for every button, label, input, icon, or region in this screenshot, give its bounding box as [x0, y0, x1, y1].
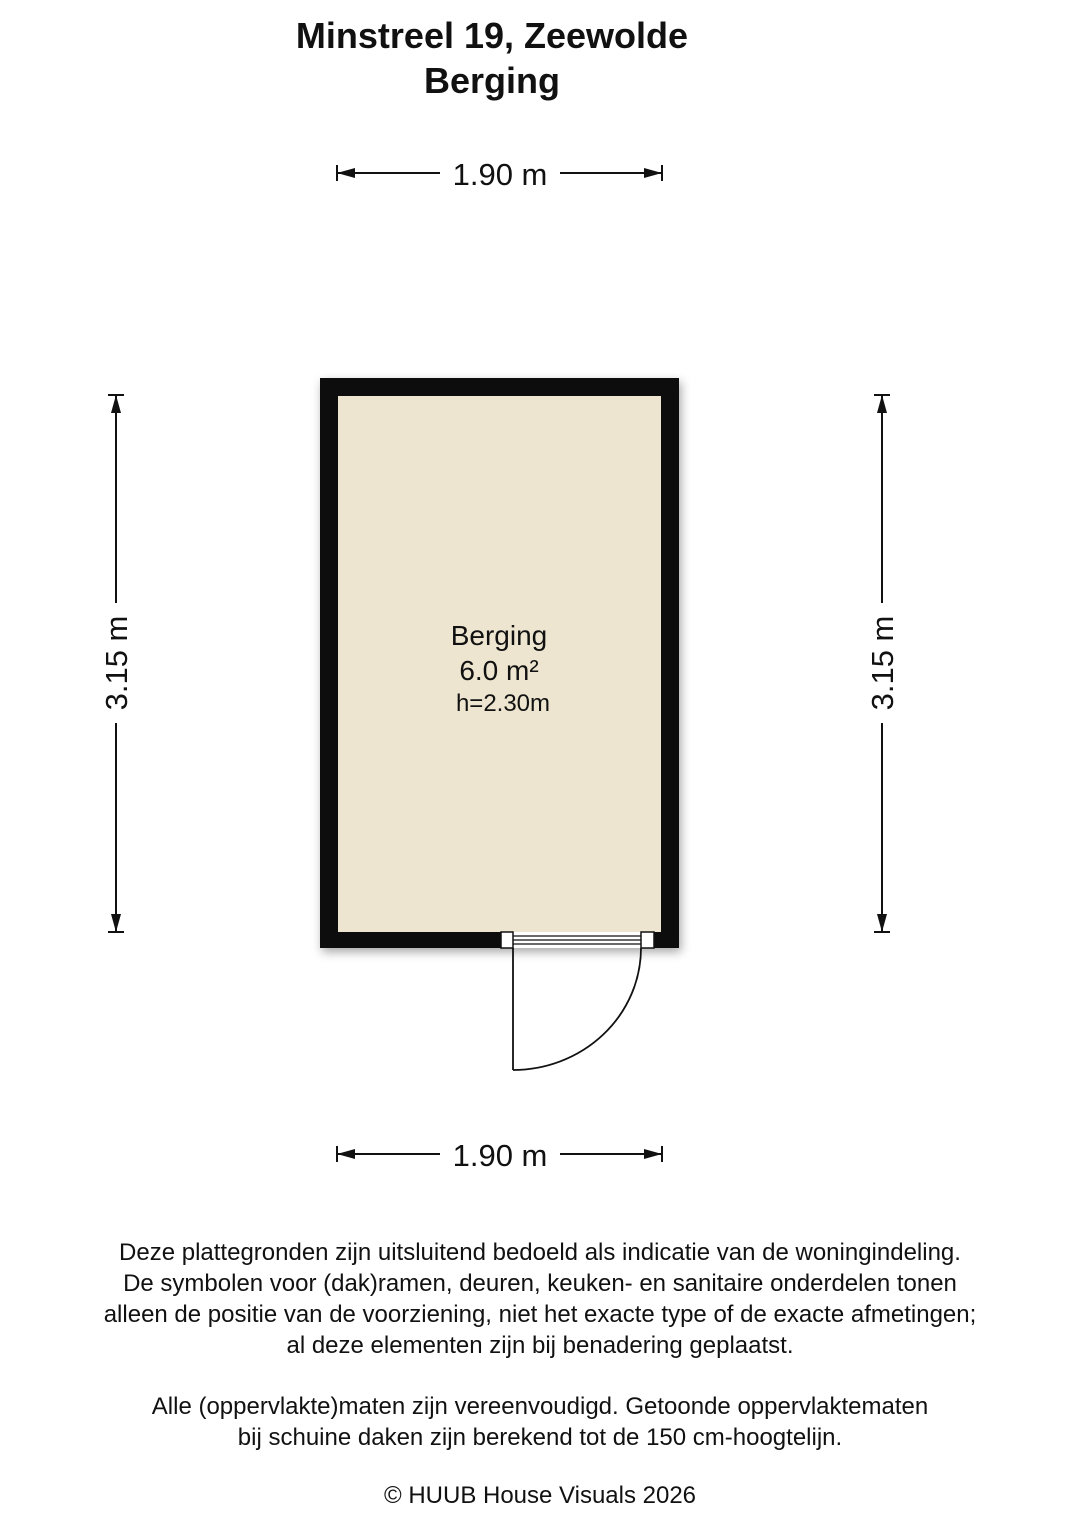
disclaimer-line: bij schuine daken zijn berekend tot de 150 cm-hoogtelijn. — [237, 1424, 843, 1451]
disclaimer-line: al deze elementen zijn bij benadering geplaatst. — [286, 1332, 794, 1359]
plan-floor-title: Berging — [423, 60, 560, 101]
left-depth-dimension — [99, 395, 134, 932]
plan-address-title: Minstreel 19, Zeewolde — [295, 15, 689, 56]
dimension-arrow-icon — [337, 168, 355, 178]
right-depth-label: 3.15 m — [865, 615, 900, 711]
copyright-notice: © HUUB House Visuals 2026 — [383, 1482, 697, 1509]
left-depth-label: 3.15 m — [99, 615, 134, 711]
disclaimer-line: Alle (oppervlakte)maten zijn vereenvoudigd. Getoonde oppervlaktematen — [151, 1393, 929, 1420]
dimension-arrow-icon — [111, 914, 121, 932]
room-name-label: Berging — [450, 620, 548, 651]
top-width-label: 1.90 m — [452, 157, 548, 192]
room-height-label: h=2.30m — [455, 690, 551, 717]
disclaimer-line: Deze plattegronden zijn uitsluitend bedoeld als indicatie van de woningindeling. — [119, 1239, 961, 1266]
bottom-width-dimension — [337, 1138, 662, 1173]
disclaimer-paragraph-1 — [0, 1237, 1080, 1361]
dimension-arrow-icon — [877, 914, 887, 932]
dimension-arrow-icon — [111, 395, 121, 413]
top-width-dimension — [337, 157, 662, 192]
disclaimer-line: De symbolen voor (dak)ramen, deuren, keuken- en sanitaire onderdelen tonen — [123, 1270, 957, 1297]
dimension-arrow-icon — [877, 395, 887, 413]
bottom-width-label: 1.90 m — [452, 1138, 548, 1173]
dimension-arrow-icon — [644, 168, 662, 178]
dimension-arrow-icon — [644, 1149, 662, 1159]
door-swing-icon — [513, 948, 641, 1070]
disclaimer-line: alleen de positie van de voorziening, niet het exacte type of de exacte afmetingen; — [103, 1301, 977, 1328]
right-depth-dimension — [865, 395, 900, 932]
disclaimer-paragraph-2 — [0, 1391, 1080, 1453]
room-berging — [320, 378, 679, 1070]
dimension-arrow-icon — [337, 1149, 355, 1159]
room-area-label: 6.0 m² — [459, 655, 539, 686]
